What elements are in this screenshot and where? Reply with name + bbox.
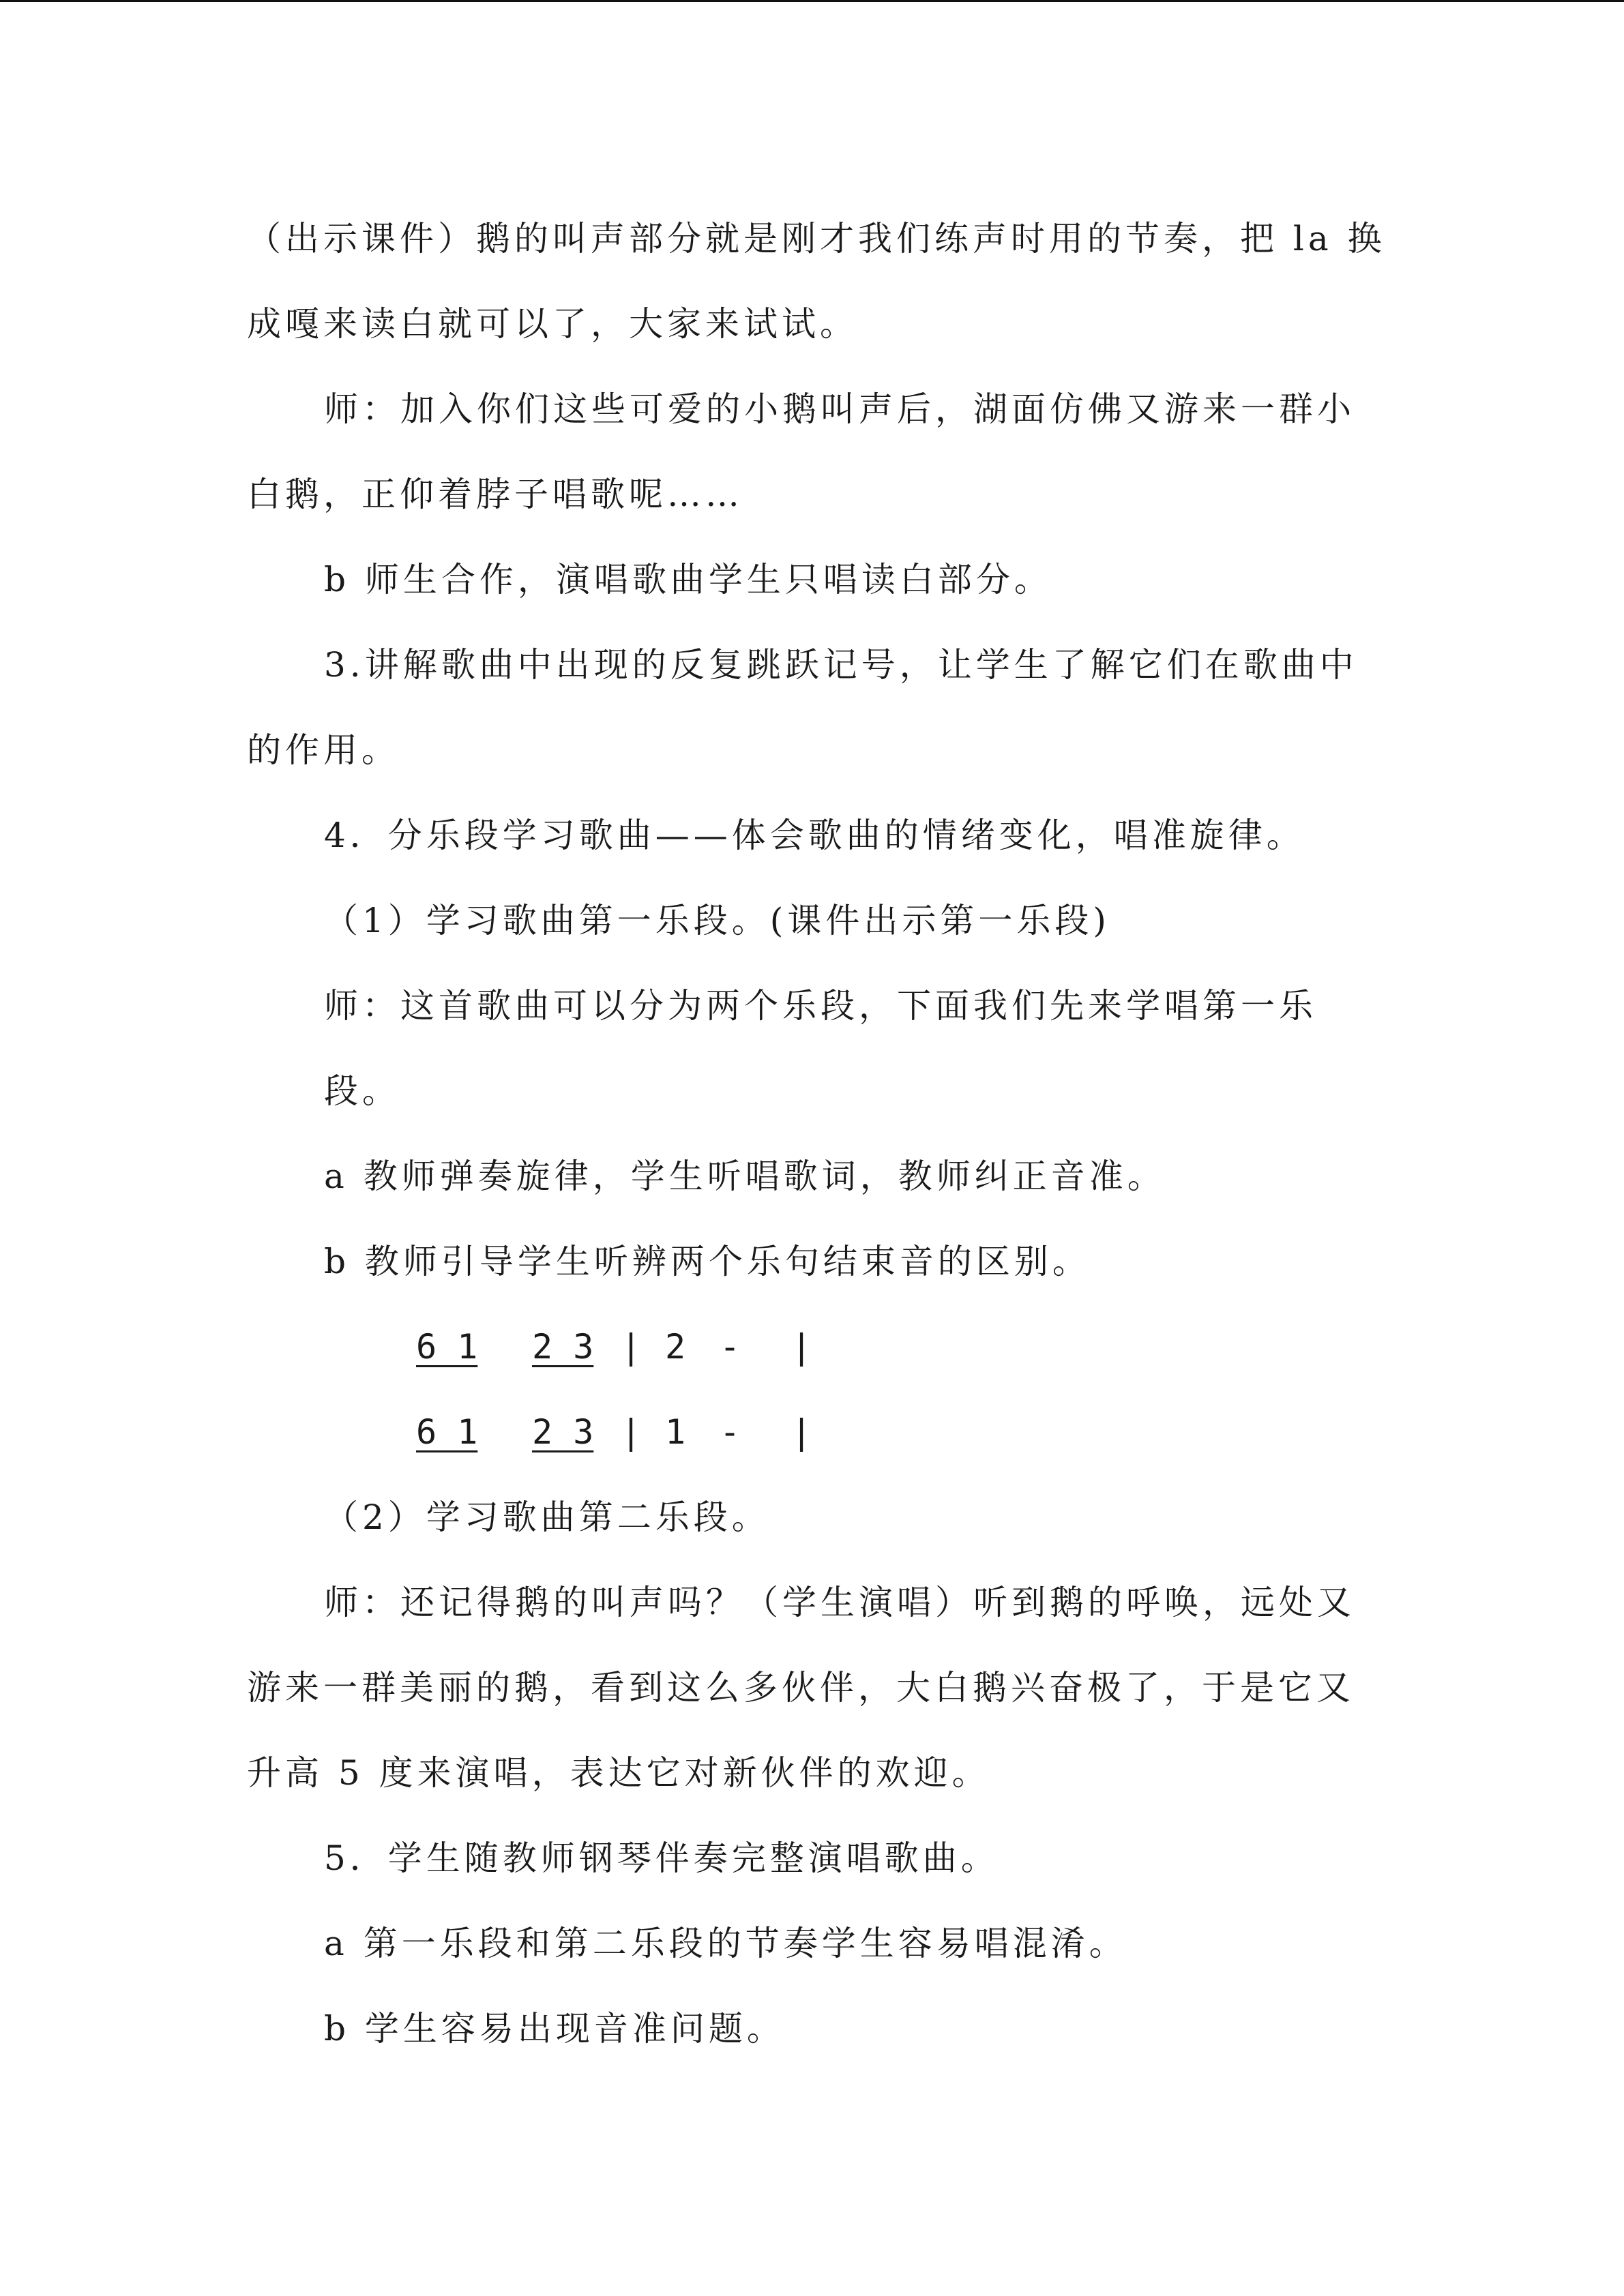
notation-note: 1 [665,1412,686,1452]
paragraph-line: a 第一乐段和第二乐段的节奏学生容易唱混淆。 [324,1924,1127,1963]
paragraph-line: 师：这首歌曲可以分为两个乐段，下面我们先来学唱第一乐 [324,986,1317,1026]
notation-beat-group: 6 1 [416,1412,478,1452]
notation-note: 2 [665,1327,686,1367]
notation-barline: | [791,1412,812,1452]
paragraph-line: 的作用。 [247,730,400,770]
paragraph-line: b 师生合作，演唱歌曲学生只唱读白部分。 [324,560,1052,599]
notation-beat-group: 2 3 [532,1327,594,1367]
notation-barline: | [621,1412,642,1452]
paragraph-line: 升高 5 度来演唱，表达它对新伙伴的欢迎。 [247,1753,990,1793]
notation-barline: | [791,1327,812,1367]
notation-beat-group: 2 3 [532,1412,594,1452]
paragraph-line: b 教师引导学生听辨两个乐句结束音的区别。 [324,1242,1091,1281]
paragraph-line: 4．分乐段学习歌曲——体会歌曲的情绪变化，唱准旋律。 [324,816,1305,855]
paragraph-line: （出示课件）鹅的叫声部分就是刚才我们练声时用的节奏，把 la 换 [247,219,1386,258]
notation-dash: - [720,1412,741,1452]
page-top-border [0,0,1624,2]
paragraph-line: （2）学习歌曲第二乐段。 [324,1497,770,1537]
paragraph-line: 段。 [324,1071,400,1111]
paragraph-line: （1）学习歌曲第一乐段。(课件出示第一乐段) [324,901,1110,940]
notation-dash: - [720,1327,741,1367]
paragraph-line: 成嘎来读白就可以了，大家来试试。 [247,304,858,344]
paragraph-line: 游来一群美丽的鹅，看到这么多伙伴，大白鹅兴奋极了，于是它又 [247,1668,1355,1708]
paragraph-line: 白鹅，正仰着脖子唱歌呢…… [247,475,743,514]
notation-beat-group: 6 1 [416,1327,478,1367]
paragraph-line: 师：还记得鹅的叫声吗？（学生演唱）听到鹅的呼唤，远处又 [324,1583,1355,1622]
paragraph-line: a 教师弹奏旋律，学生听唱歌词，教师纠正音准。 [324,1157,1166,1196]
paragraph-line: b 学生容易出现音准问题。 [324,2009,785,2048]
paragraph-line: 3.讲解歌曲中出现的反复跳跃记号，让学生了解它们在歌曲中 [324,645,1358,685]
paragraph-line: 师：加入你们这些可爱的小鹅叫声后，湖面仿佛又游来一群小 [324,389,1355,429]
notation-barline: | [621,1327,642,1367]
paragraph-line: 5．学生随教师钢琴伴奏完整演唱歌曲。 [324,1838,999,1878]
